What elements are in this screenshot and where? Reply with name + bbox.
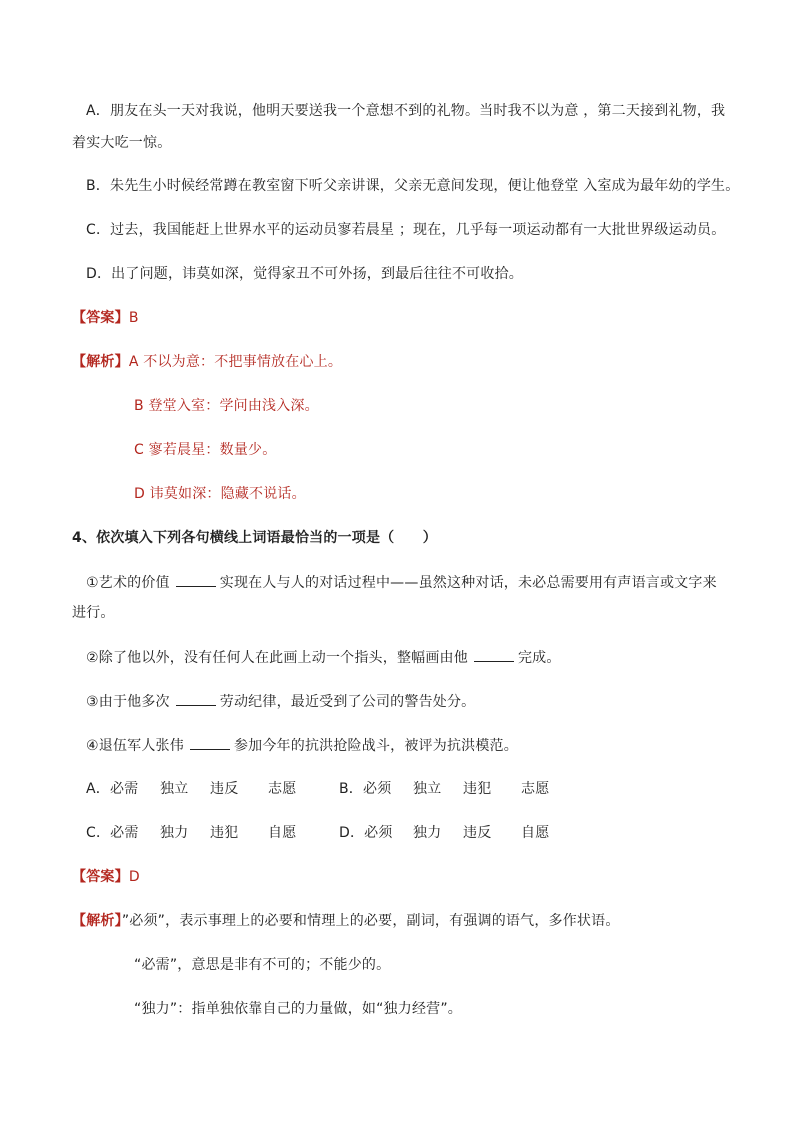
q4-sentence-1-line2: 进行。 <box>72 605 115 621</box>
q4-option-d-word4: 自愿 <box>521 825 550 841</box>
q4-option-a-word3: 违反 <box>210 781 239 797</box>
q3-analysis <box>72 352 342 372</box>
q4-option-a-word2: 独立 <box>160 781 189 797</box>
blank-3 <box>176 691 216 706</box>
q3-option-a-line1: A．朋友在头一天对我说，他明天要送我一个意想不到的礼物。当时我不以为意 ，第二天接到礼物，我 <box>86 103 726 119</box>
q3-answer <box>72 308 139 328</box>
analysis-line-4: D 讳莫如深：隐藏不说话。 <box>134 486 306 502</box>
q4-option-b-word4: 志愿 <box>521 781 550 797</box>
q3-option-a-line2: 着实大吃一惊。 <box>72 135 172 151</box>
sentence-1-part-a: ①艺术的价值 <box>86 575 170 591</box>
answer-label: 【答案】 <box>72 869 129 885</box>
answer-label: 【答案】 <box>72 310 129 326</box>
q4-option-b-word3: 违犯 <box>463 781 492 797</box>
q4-option-d-word3: 违反 <box>463 825 492 841</box>
answer-value: D <box>128 869 140 885</box>
analysis-label: 【解析】 <box>72 354 129 370</box>
q4-option-d-label: D．必须 <box>339 825 393 841</box>
q4-option-c-label: C．必需 <box>86 825 139 841</box>
q4-analysis-line-3: “独力”：指单独依靠自己的力量做，如“独力经营”。 <box>134 1001 463 1017</box>
q3-option-c: C．过去，我国能赶上世界水平的运动员寥若晨星 ；现在，几乎每一项运动都有一大批世界级运动员。 <box>86 222 726 238</box>
q4-option-a-word4: 志愿 <box>268 781 297 797</box>
q4-stem: 4、依次填入下列各句横线上词语最恰当的一项是（ ） <box>72 530 437 546</box>
q3-option-d: D．出了问题，讳莫如深，觉得家丑不可外扬，到最后往往不可收拾。 <box>86 266 523 282</box>
q4-answer <box>72 867 140 887</box>
q4-option-c-word3: 违犯 <box>210 825 239 841</box>
q4-option-b-label: B．必须 <box>339 781 392 797</box>
blank-1 <box>176 572 216 587</box>
blank-2 <box>474 647 514 662</box>
sentence-4-part-a: ④退伍军人张伟 <box>86 738 184 754</box>
q4-option-c-word2: 独力 <box>160 825 189 841</box>
sentence-4-part-b: 参加今年的抗洪抢险战斗，被评为抗洪模范。 <box>233 738 518 754</box>
sentence-3-part-b: 劳动纪律，最近受到了公司的警告处分。 <box>219 694 476 710</box>
q4-sentence-1 <box>86 572 717 593</box>
q4-option-b-word2: 独立 <box>413 781 442 797</box>
q4-option-c-word4: 自愿 <box>268 825 297 841</box>
answer-value: B <box>128 310 139 326</box>
sentence-2-part-b: 完成。 <box>517 650 561 666</box>
q4-sentence-2 <box>86 647 561 668</box>
analysis-line-2: B 登堂入室：学问由浅入深。 <box>134 398 319 414</box>
blank-4 <box>190 735 230 750</box>
analysis-label: 【解析】 <box>72 913 122 929</box>
q4-option-d-word2: 独力 <box>413 825 442 841</box>
sentence-1-part-b: 实现在人与人的对话过程中——虽然这种对话，未必总需要用有声语言或文字来 <box>219 575 717 591</box>
q4-sentence-3 <box>86 691 475 712</box>
q4-analysis-line-2: “必需”，意思是非有不可的；不能少的。 <box>134 957 391 973</box>
q4-sentence-4 <box>86 735 518 756</box>
q4-analysis <box>72 911 620 931</box>
analysis-line-3: C 寥若晨星：数量少。 <box>134 442 277 458</box>
q4-option-a-label: A．必需 <box>86 781 139 797</box>
sentence-2-part-a: ②除了他以外，没有任何人在此画上动一个指头，整幅画由他 <box>86 650 468 666</box>
sentence-3-part-a: ③由于他多次 <box>86 694 170 710</box>
q3-option-b: B．朱先生小时候经常蹲在教室窗下听父亲讲课，父亲无意间发现，便让他登堂 入室成为最年幼的学生。 <box>86 178 740 194</box>
analysis-line-1: ”必须”，表示事理上的必要和情理上的必要，副词，有强调的语气，多作状语。 <box>121 913 620 929</box>
analysis-line-1: A 不以为意：不把事情放在心上。 <box>128 354 343 370</box>
